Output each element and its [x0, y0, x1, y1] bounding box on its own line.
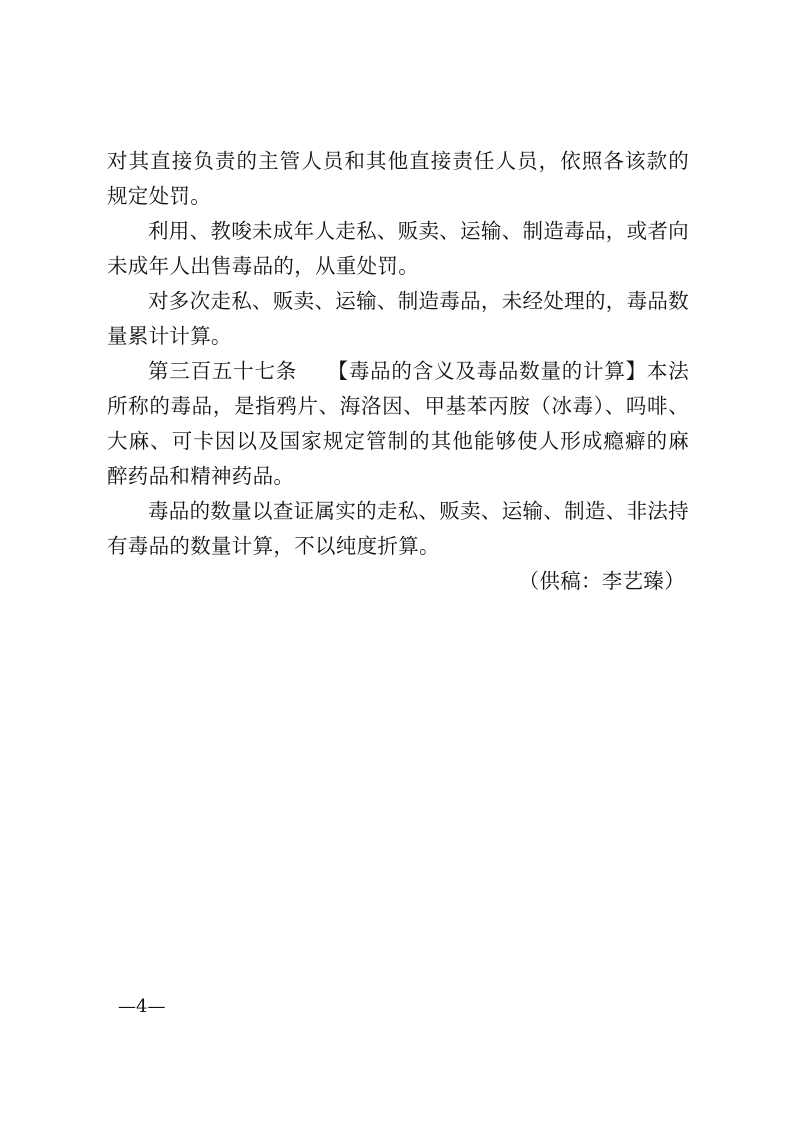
article-number: 第三百五十七条 [148, 359, 298, 383]
paragraph-minors: 利用、教唆未成年人走私、贩卖、运输、制造毒品，或者向未成年人出售毒品的，从重处罚。 [107, 219, 689, 278]
article-body: 本法所称的毒品，是指鸦片、海洛因、甲基苯丙胺（冰毒）、吗啡、大麻、可卡因以及国家规定管制的其他能够使人形成瘾癖的麻醉药品和精神药品。 [107, 359, 689, 488]
article-357 [107, 354, 689, 494]
paragraph-continuation: 对其直接负责的主管人员和其他直接责任人员，依照各该款的规定处罚。 [107, 149, 689, 208]
document-body [107, 144, 689, 599]
paragraph-quantity: 毒品的数量以查证属实的走私、贩卖、运输、制造、非法持有毒品的数量计算，不以纯度折算。 [107, 499, 689, 558]
page-number: —4— [118, 996, 166, 1017]
paragraph-cumulative: 对多次走私、贩卖、运输、制造毒品，未经处理的，毒品数量累计计算。 [107, 289, 689, 348]
contributor-signature: （供稿：李艺臻） [518, 569, 685, 593]
article-heading: 【毒品的含义及毒品数量的计算】 [327, 359, 647, 383]
